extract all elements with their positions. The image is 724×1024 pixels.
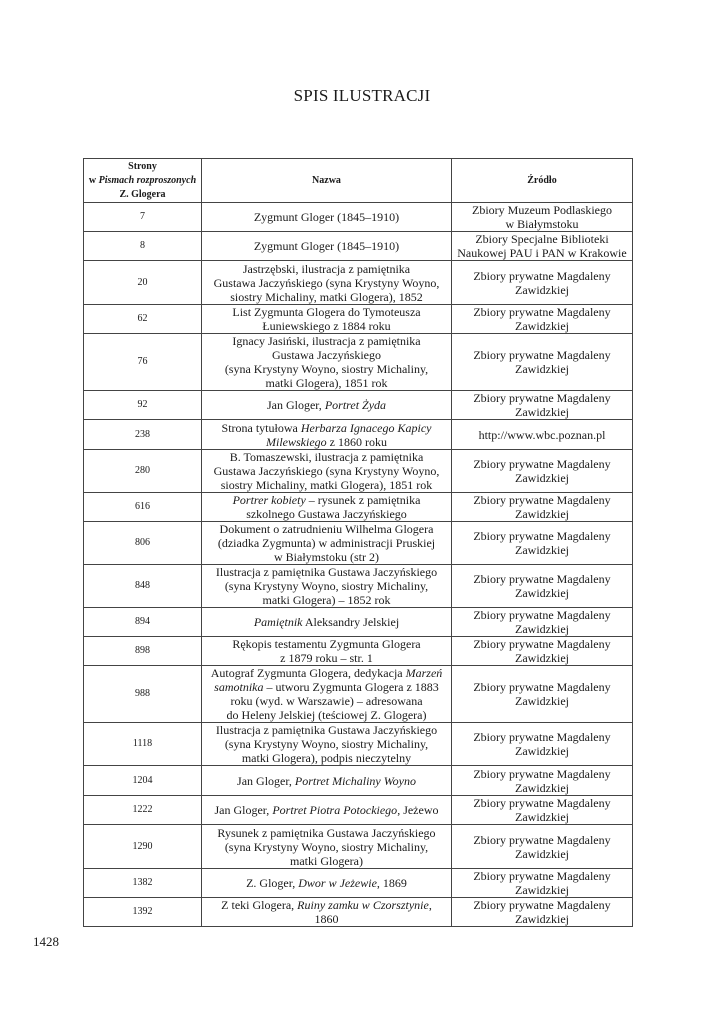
table-row <box>84 305 633 334</box>
page-cell: 280 <box>84 450 202 493</box>
name-cell <box>202 420 452 450</box>
page-title: SPIS ILUSTRACJI <box>293 86 431 105</box>
page-cell: 1392 <box>84 898 202 927</box>
source-cell: Zbiory Specjalne Biblioteki Naukowej PAU i PAN w Krakowie <box>452 232 633 261</box>
name-segment: – rysunek z pamiętnika szkolnego Gustawa Jaczyńskiego <box>246 493 421 521</box>
source-cell: Zbiory prywatne Magdaleny Zawidzkiej <box>452 825 633 869</box>
header-source: Źródło <box>452 159 633 203</box>
name-segment: Aleksandry Jelskiej <box>302 615 400 629</box>
header-pages-prefix: w <box>88 174 99 186</box>
table-row <box>84 420 633 450</box>
name-segment: Ilustracja z pamiętnika Gustawa Jaczyńskiego (syna Krystyny Woyno, siostry Michaliny, matki Glogera) – 1852 rok <box>215 565 438 607</box>
name-segment: Rysunek z pamiętnika Gustawa Jaczyńskiego (syna Krystyny Woyno, siostry Michaliny, matki Glogera) <box>217 825 436 868</box>
name-segment: – utworu Zygmunta Glogera z 1883 roku (wyd. w Warszawie) – adresowana do Heleny Jelskiej (teściowej Z. Glogera) <box>226 680 439 722</box>
name-segment: Dokument o zatrudnieniu Wilhelma Glogera (dziadka Zygmunta) w administracji Pruskiej w Białymstoku (str 2) <box>217 522 436 564</box>
name-segment: , 1860 <box>314 898 432 926</box>
table-body <box>84 203 633 927</box>
page-cell: 76 <box>84 334 202 391</box>
name-segment: Rękopis testamentu Zygmunta Glogera z 1879 roku – str. 1 <box>232 637 421 665</box>
illustrations-table <box>83 158 633 927</box>
name-cell <box>202 825 452 869</box>
header-pages-italic: Pismach rozproszonych <box>98 174 197 186</box>
name-segment: B. Tomaszewski, ilustracja z pamiętnika Gustawa Jaczyńskiego (syna Krystyny Woyno, siostry Michaliny, matki Glogera), 1851 rok <box>213 450 440 492</box>
table-row <box>84 493 633 522</box>
name-cell <box>202 450 452 493</box>
page-cell: 616 <box>84 493 202 522</box>
name-cell <box>202 796 452 825</box>
page-cell: 894 <box>84 608 202 637</box>
page-cell: 1382 <box>84 869 202 898</box>
name-segment: Ilustracja z pamiętnika Gustawa Jaczyńskiego (syna Krystyny Woyno, siostry Michaliny, matki Glogera), podpis nieczytelny <box>215 723 438 765</box>
name-cell <box>202 869 452 898</box>
page-number: 1428 <box>33 934 59 949</box>
name-segment: Z teki Glogera, <box>221 898 298 912</box>
source-cell: Zbiory prywatne Magdaleny Zawidzkiej <box>452 493 633 522</box>
page-cell: 7 <box>84 203 202 232</box>
table-row <box>84 666 633 723</box>
name-italic-segment: Marzeń samotnika <box>214 666 443 694</box>
name-italic-segment: Portrer kobiety <box>232 493 306 507</box>
source-cell: Zbiory prywatne Magdaleny Zawidzkiej <box>452 723 633 766</box>
header-pages-line3: Z. Glogera <box>119 188 166 200</box>
name-italic-segment: Dwor w Jeżewie <box>298 876 377 890</box>
table-row <box>84 391 633 420</box>
name-cell <box>202 261 452 305</box>
source-cell: Zbiory prywatne Magdaleny Zawidzkiej <box>452 766 633 796</box>
source-cell: Zbiory prywatne Magdaleny Zawidzkiej <box>452 565 633 608</box>
name-segment: , 1869 <box>376 876 407 890</box>
source-cell: http://www.wbc.poznan.pl <box>452 420 633 450</box>
name-segment: Autograf Zygmunta Glogera, dedykacja <box>210 666 406 680</box>
table-row <box>84 334 633 391</box>
table-row <box>84 796 633 825</box>
table-row <box>84 565 633 608</box>
source-cell: Zbiory Muzeum Podlaskiego w Białymstoku <box>452 203 633 232</box>
name-segment: Jastrzębski, ilustracja z pamiętnika Gustawa Jaczyńskiego (syna Krystyny Woyno, siostry Michaliny, matki Glogera), 1852 <box>213 261 440 304</box>
source-cell: Zbiory prywatne Magdaleny Zawidzkiej <box>452 305 633 334</box>
header-pages-line1: Strony <box>128 160 157 172</box>
table-row <box>84 203 633 232</box>
table-row <box>84 232 633 261</box>
source-cell: Zbiory prywatne Magdaleny Zawidzkiej <box>452 637 633 666</box>
header-name: Nazwa <box>202 159 452 203</box>
name-cell <box>202 723 452 766</box>
name-segment: Jan Gloger, <box>266 398 325 412</box>
header-pages-line2 <box>88 174 197 188</box>
source-cell: Zbiory prywatne Magdaleny Zawidzkiej <box>452 261 633 305</box>
name-segment: Ignacy Jasiński, ilustracja z pamiętnika Gustawa Jaczyńskiego (syna Krystyny Woyno, siostry Michaliny, matki Glogera), 1851 rok <box>224 334 429 390</box>
source-cell: Zbiory prywatne Magdaleny Zawidzkiej <box>452 334 633 391</box>
name-segment: z 1860 roku <box>326 434 387 449</box>
table-row <box>84 450 633 493</box>
name-cell <box>202 565 452 608</box>
table-row <box>84 766 633 796</box>
name-italic-segment: Herbarza Ignacego Kapicy Milewskiego <box>266 420 432 449</box>
page-cell: 988 <box>84 666 202 723</box>
name-italic-segment: Portret Piotra Potockiego <box>272 803 398 817</box>
name-cell <box>202 232 452 261</box>
name-segment: Jan Gloger, <box>237 773 295 788</box>
page-cell: 238 <box>84 420 202 450</box>
table-row <box>84 522 633 565</box>
name-cell <box>202 766 452 796</box>
name-cell <box>202 305 452 334</box>
name-cell <box>202 391 452 420</box>
source-cell: Zbiory prywatne Magdaleny Zawidzkiej <box>452 391 633 420</box>
name-segment: Zygmunt Gloger (1845–1910) <box>253 239 400 253</box>
name-italic-segment: Portret Żyda <box>324 398 387 412</box>
page-cell: 1290 <box>84 825 202 869</box>
table-row <box>84 637 633 666</box>
page-cell: 1222 <box>84 796 202 825</box>
name-cell <box>202 334 452 391</box>
source-cell: Zbiory prywatne Magdaleny Zawidzkiej <box>452 869 633 898</box>
table-row <box>84 261 633 305</box>
source-cell: Zbiory prywatne Magdaleny Zawidzkiej <box>452 796 633 825</box>
page-cell: 898 <box>84 637 202 666</box>
name-cell <box>202 493 452 522</box>
page-cell: 806 <box>84 522 202 565</box>
table-row <box>84 825 633 869</box>
table-row <box>84 869 633 898</box>
name-cell <box>202 608 452 637</box>
source-cell: Zbiory prywatne Magdaleny Zawidzkiej <box>452 898 633 927</box>
source-cell: Zbiory prywatne Magdaleny Zawidzkiej <box>452 608 633 637</box>
name-segment: , Jeżewo <box>397 803 439 817</box>
page-cell: 848 <box>84 565 202 608</box>
name-italic-segment: Pamiętnik <box>253 615 303 629</box>
name-cell <box>202 666 452 723</box>
name-cell <box>202 898 452 927</box>
name-cell <box>202 637 452 666</box>
header-pages <box>84 159 202 203</box>
table-row <box>84 898 633 927</box>
page-cell: 20 <box>84 261 202 305</box>
name-segment: Zygmunt Gloger (1845–1910) <box>253 210 400 224</box>
table-row <box>84 723 633 766</box>
page-cell: 8 <box>84 232 202 261</box>
table-row <box>84 608 633 637</box>
source-cell: Zbiory prywatne Magdaleny Zawidzkiej <box>452 450 633 493</box>
name-segment: Strona tytułowa <box>221 420 301 435</box>
name-segment: Jan Gloger, <box>214 803 273 817</box>
name-segment: List Zygmunta Glogera do Tymoteusza Łuniewskiego z 1884 roku <box>232 305 421 333</box>
name-cell <box>202 203 452 232</box>
name-italic-segment: Portret Michaliny Woyno <box>294 773 416 788</box>
page-cell: 92 <box>84 391 202 420</box>
name-cell <box>202 522 452 565</box>
name-italic-segment: Ruiny zamku w Czorsztynie <box>297 898 429 912</box>
page-cell: 62 <box>84 305 202 334</box>
source-cell: Zbiory prywatne Magdaleny Zawidzkiej <box>452 666 633 723</box>
page-cell: 1204 <box>84 766 202 796</box>
name-segment: Z. Gloger, <box>246 876 299 890</box>
table-header-row <box>84 159 633 203</box>
page-cell: 1118 <box>84 723 202 766</box>
source-cell: Zbiory prywatne Magdaleny Zawidzkiej <box>452 522 633 565</box>
